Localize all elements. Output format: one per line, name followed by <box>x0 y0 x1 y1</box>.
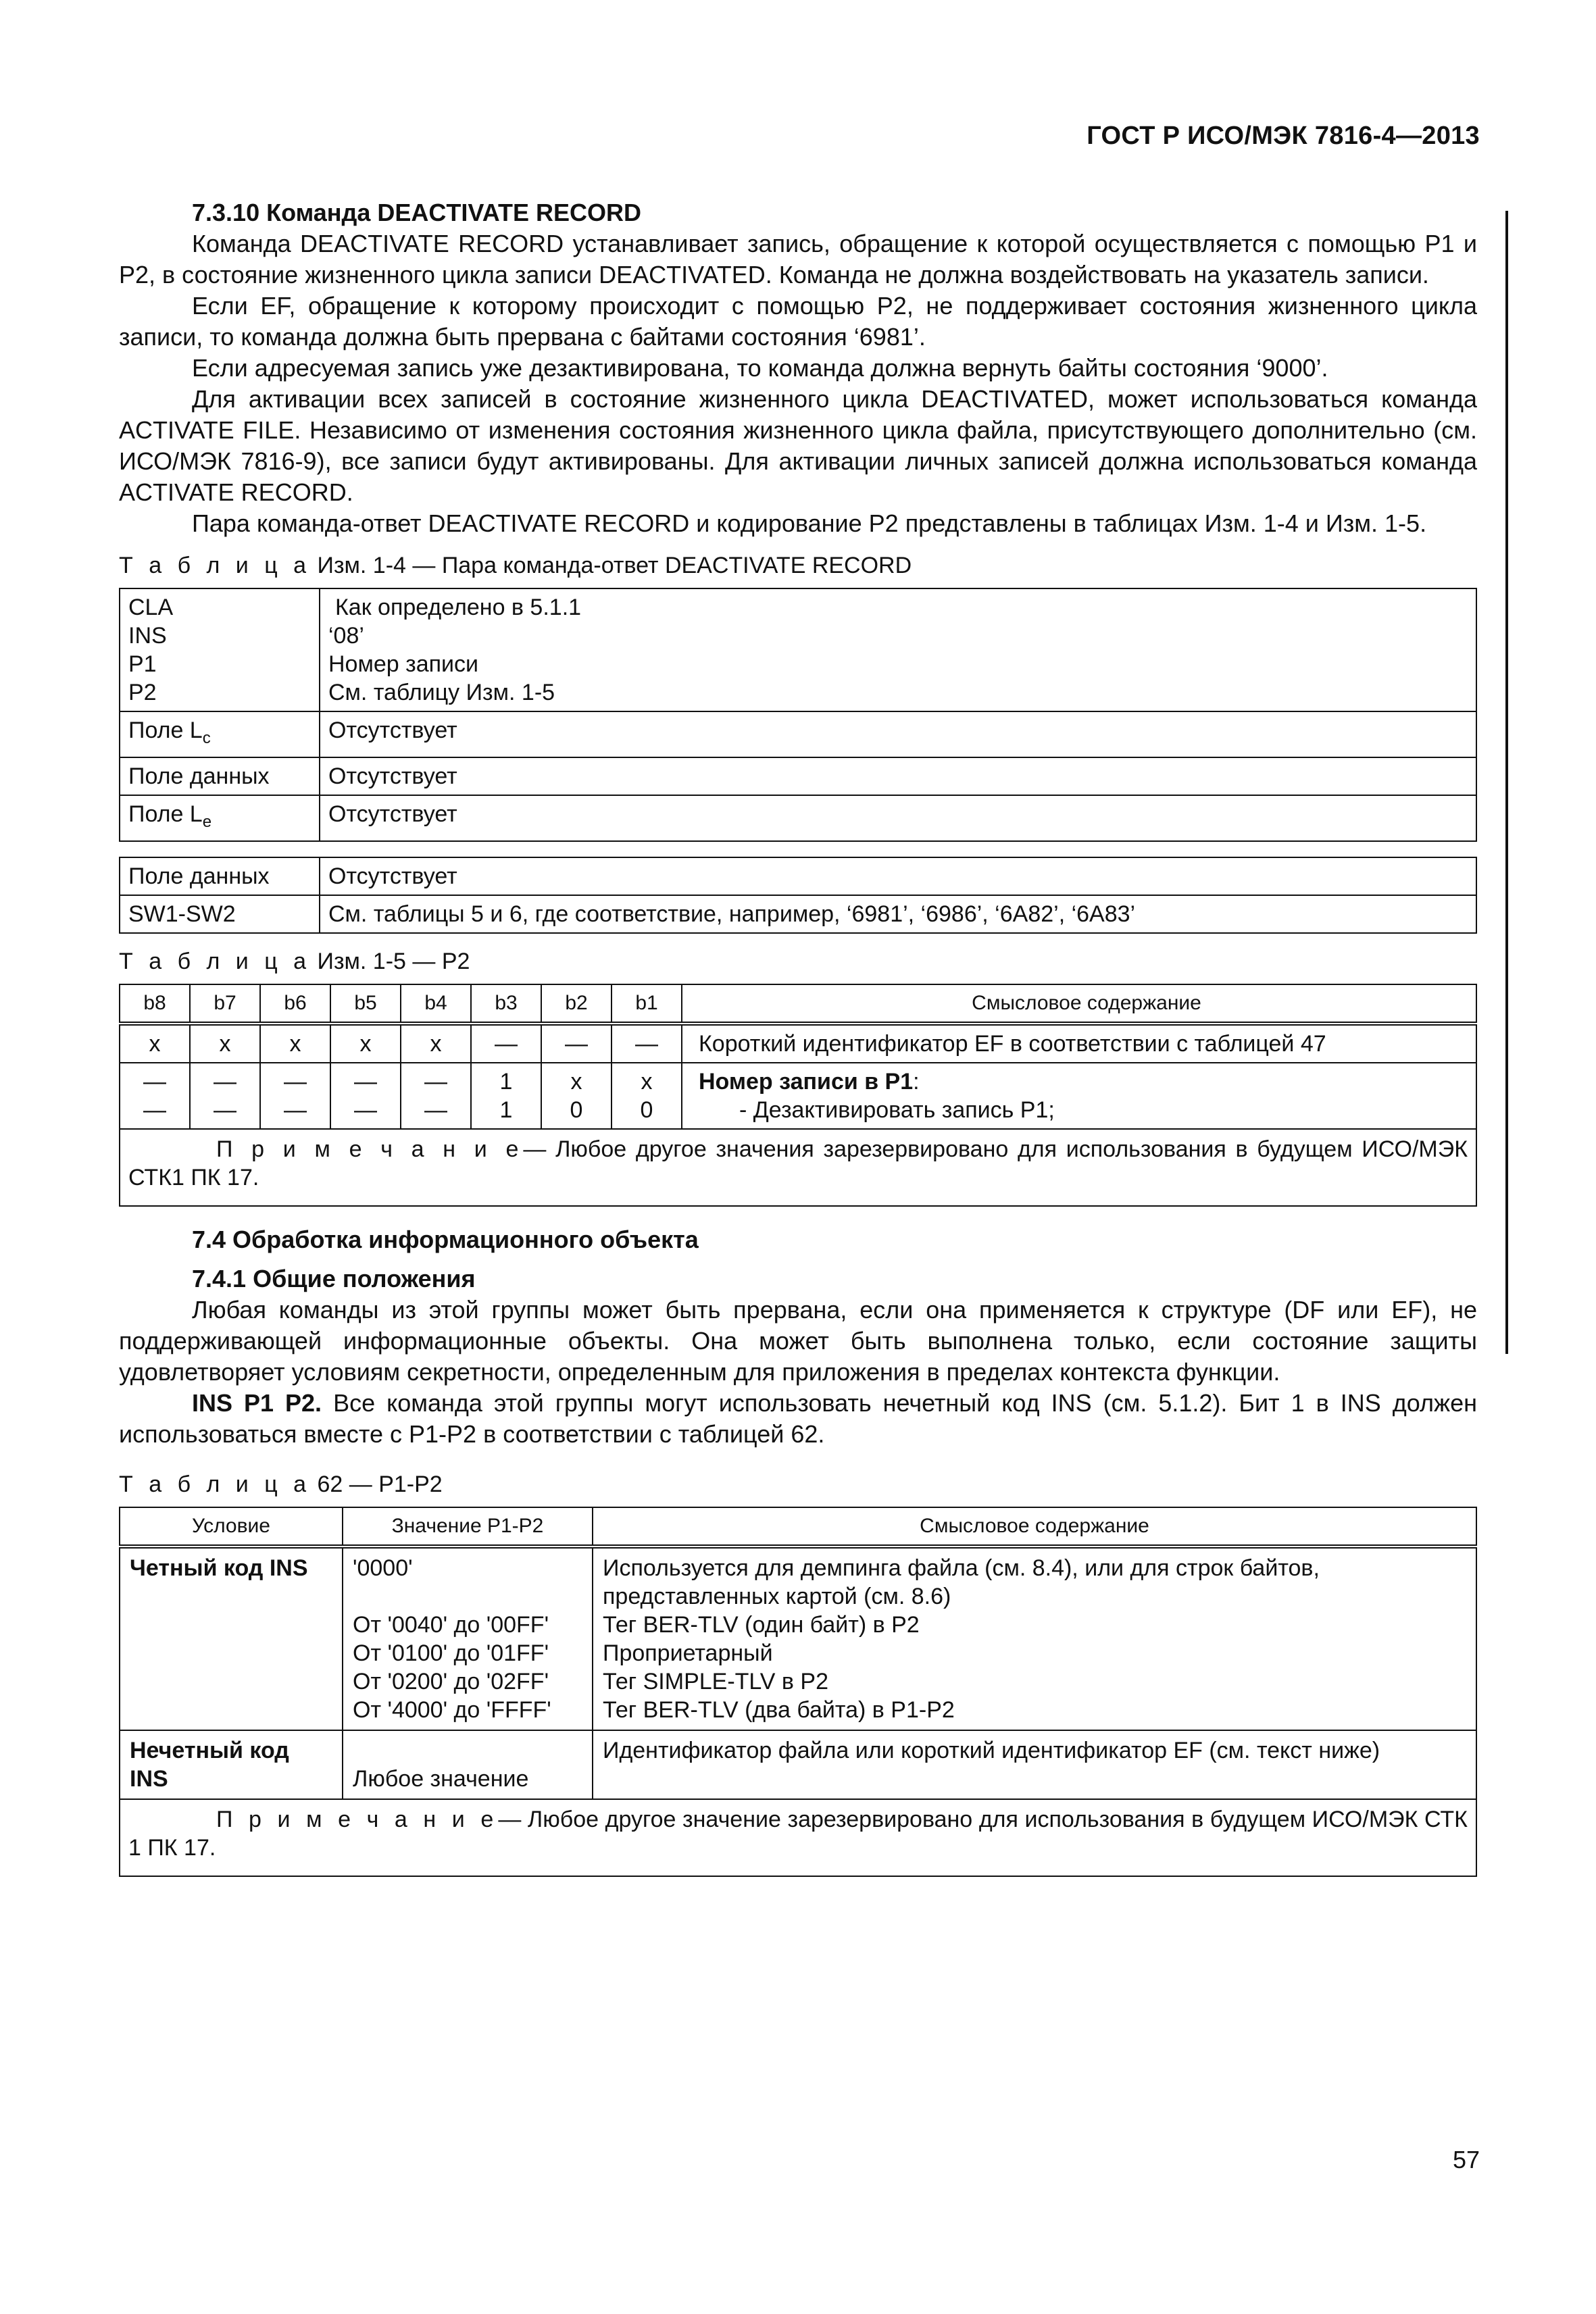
table-row <box>120 1024 1476 1063</box>
field-key: Поле L <box>128 801 203 827</box>
table-note <box>120 1129 1476 1206</box>
table-cell: См. таблицы 5 и 6, где соответствие, например, ‘6981’, ‘6986’, ‘6A82’, ‘6A83’ <box>320 895 1476 933</box>
column-header: b6 <box>260 984 330 1024</box>
paragraph <box>119 1388 1477 1450</box>
bit-value: 0 <box>640 1097 653 1123</box>
condition-cell: Нечетный код INS <box>120 1730 343 1799</box>
paragraph: Пара команда-ответ DEACTIVATE RECORD и кодирование P2 представлены в таблицах Изм. 1-4 и Изм. 1-5. <box>192 509 1427 537</box>
bit-cell: — <box>612 1024 682 1063</box>
table-row <box>120 1546 1476 1730</box>
field-key: INS <box>128 623 167 649</box>
table-cell: Поле данных <box>120 757 320 795</box>
document-header: ГОСТ Р ИСО/МЭК 7816-4—2013 <box>1087 122 1480 150</box>
table-note <box>120 1799 1476 1876</box>
value-line: От '0200' до '02FF' <box>353 1668 549 1694</box>
table-caption-prefix: Т а б л и ц а <box>119 948 311 974</box>
paragraph: Команда DEACTIVATE RECORD устанавливает запись, обращение к которой осуществляется с помощью P1 и P2, в состояние жизненного цикла записи DEACTIVATED. Команда не должна воздействовать на указатель записи. <box>119 230 1477 288</box>
table-cell: Поле данных <box>120 857 320 895</box>
column-header: b3 <box>471 984 541 1024</box>
note-label: П р и м е ч а н и е <box>216 1806 499 1832</box>
column-header: b4 <box>401 984 471 1024</box>
value-line-spacer <box>353 1582 582 1611</box>
condition-cell: Четный код INS <box>120 1546 343 1730</box>
table-header-row <box>120 1507 1476 1546</box>
table-gap <box>119 842 1477 857</box>
page-number: 57 <box>1452 2146 1480 2173</box>
table-cell: Отсутствует <box>320 795 1476 841</box>
table-caption-text: 62 — P1-P2 <box>317 1471 443 1497</box>
meaning-line: Тег BER-TLV (два байта) в P1-P2 <box>603 1696 955 1723</box>
column-header: b5 <box>330 984 401 1024</box>
table-row <box>120 1730 1476 1799</box>
bit-value: — <box>284 1097 307 1123</box>
bit-value: — <box>214 1068 236 1095</box>
field-key: P2 <box>128 680 157 705</box>
column-header: Значение P1-P2 <box>343 1507 593 1546</box>
bit-cell: x <box>260 1024 330 1063</box>
table-note-row <box>120 1799 1476 1876</box>
bit-value: — <box>354 1097 377 1123</box>
meaning-cell: Идентификатор файла или короткий идентификатор EF (см. текст ниже) <box>593 1730 1476 1799</box>
bit-cell: — <box>471 1024 541 1063</box>
section-heading-7-4-1: 7.4.1 Общие положения <box>192 1264 476 1292</box>
bit-cell: x <box>330 1024 401 1063</box>
field-key: Поле L <box>128 718 203 743</box>
bit-cell: x <box>190 1024 260 1063</box>
table-caption-prefix: Т а б л и ц а <box>119 1471 311 1497</box>
value-line: От '0040' до '00FF' <box>353 1611 549 1638</box>
column-header: b2 <box>541 984 612 1024</box>
table-caption <box>119 1469 1477 1500</box>
p2-coding-table <box>119 984 1477 1207</box>
bit-value: — <box>424 1068 447 1095</box>
table-caption-prefix: Т а б л и ц а <box>119 553 311 578</box>
meaning-title-text: Номер записи в P1 <box>699 1068 914 1095</box>
document-body <box>119 197 1477 1877</box>
bit-cell <box>612 1063 682 1129</box>
table-cell <box>320 588 1476 711</box>
paragraph-text: Все команда этой группы могут использовать нечетный код INS (см. 5.1.2). Бит 1 в INS должен использоваться вместе с P1-P2 в соответствии с таблицей 62. <box>119 1388 1477 1448</box>
value-line: От '4000' до 'FFFF' <box>353 1696 551 1723</box>
column-header: b7 <box>190 984 260 1024</box>
table-row <box>120 895 1476 933</box>
paragraph: Для активации всех записей в состояние жизненного цикла DEACTIVATED, может использоваться команда ACTIVATE FILE. Независимо от изменения состояния жизненного цикла файла, присутствующего дополнительно (см. ИСО/МЭК 7816-9), все записи будут активированы. Для активации личных записей должна использоваться команда ACTIVATE RECORD. <box>119 385 1477 506</box>
table-caption <box>119 946 1477 977</box>
bit-cell: x <box>401 1024 471 1063</box>
field-key-subscript: e <box>202 812 212 831</box>
section-heading-7-4: 7.4 Обработка информационного объекта <box>192 1225 699 1253</box>
meaning-cell: Короткий идентификатор EF в соответствии с таблицей 47 <box>682 1024 1476 1063</box>
table-row <box>120 757 1476 795</box>
field-key: P1 <box>128 651 157 677</box>
table-row <box>120 711 1476 757</box>
field-value: Номер записи <box>328 651 478 677</box>
value-cell: Любое значение <box>343 1730 593 1799</box>
table-header-row <box>120 984 1476 1024</box>
bit-cell <box>471 1063 541 1129</box>
table-row <box>120 588 1476 711</box>
p1-p2-table <box>119 1507 1477 1877</box>
bit-cell <box>190 1063 260 1129</box>
paragraph: Если адресуемая запись уже дезактивирована, то команда должна вернуть байты состояния ‘9000’. <box>192 354 1328 382</box>
field-key-subscript: c <box>202 728 211 747</box>
paragraph-lead: INS P1 P2. <box>192 1388 322 1417</box>
note-text: — Любое другое значение зарезервировано для использования в будущем ИСО/МЭК СТК 1 ПК 17. <box>128 1806 1468 1861</box>
table-cell: Отсутствует <box>320 857 1476 895</box>
bit-value: — <box>424 1097 447 1123</box>
bit-value: — <box>354 1068 377 1095</box>
bit-cell: x <box>120 1024 190 1063</box>
column-header: b8 <box>120 984 190 1024</box>
table-cell: Отсутствует <box>320 711 1476 757</box>
field-value: См. таблицу Изм. 1-5 <box>328 680 555 705</box>
bit-value: x <box>641 1068 653 1095</box>
response-table <box>119 857 1477 934</box>
meaning-line: Используется для демпинга файла (см. 8.4), или для строк байтов, представленных картой (см. 8.6) <box>603 1555 1320 1609</box>
column-header: Смысловое содержание <box>682 984 1476 1024</box>
table-caption-text: Изм. 1-5 — P2 <box>317 948 470 974</box>
meaning-title-colon: : <box>913 1068 920 1095</box>
table-row <box>120 795 1476 841</box>
note-text: — Любое другое значения зарезервировано для использования в будущем ИСО/МЭК СТК1 ПК 17. <box>128 1136 1468 1190</box>
table-cell <box>120 795 320 841</box>
field-value: ‘08’ <box>328 623 364 649</box>
bit-value: x <box>570 1068 582 1095</box>
command-response-table <box>119 588 1477 842</box>
bit-cell <box>541 1063 612 1129</box>
meaning-line: Проприетарный <box>603 1640 773 1666</box>
revision-change-bar <box>1505 211 1508 1354</box>
field-value: Как определено в 5.1.1 <box>335 595 582 620</box>
column-header: Условие <box>120 1507 343 1546</box>
meaning-line: Тег SIMPLE-TLV в P2 <box>603 1668 829 1694</box>
note-label: П р и м е ч а н и е <box>216 1136 524 1162</box>
bit-value: — <box>284 1068 307 1095</box>
meaning-cell <box>682 1063 1476 1129</box>
meaning-line: Тег BER-TLV (один байт) в P2 <box>603 1611 920 1638</box>
value-line: '0000' <box>353 1555 413 1581</box>
bit-cell <box>120 1063 190 1129</box>
bit-value: — <box>143 1097 166 1123</box>
meaning-cell <box>593 1546 1476 1730</box>
value-line: От '0100' до '01FF' <box>353 1640 549 1666</box>
table-row <box>120 857 1476 895</box>
table-cell: SW1-SW2 <box>120 895 320 933</box>
paragraph: Если EF, обращение к которому происходит с помощью P2, не поддерживает состояния жизненного цикла записи, то команда должна быть прервана с байтами состояния ‘6981’. <box>119 292 1477 351</box>
value-cell <box>343 1546 593 1730</box>
table-caption <box>119 550 1477 581</box>
table-row <box>120 1063 1476 1129</box>
column-header: Смысловое содержание <box>593 1507 1476 1546</box>
table-caption-text: Изм. 1-4 — Пара команда-ответ DEACTIVATE RECORD <box>317 553 912 578</box>
bit-cell <box>260 1063 330 1129</box>
bit-value: 1 <box>499 1068 513 1095</box>
bit-value: — <box>214 1097 236 1123</box>
table-cell <box>120 588 320 711</box>
field-key: CLA <box>128 595 174 620</box>
bit-value: — <box>143 1068 166 1095</box>
section-heading-7-3-10: 7.3.10 Команда DEACTIVATE RECORD <box>192 199 642 226</box>
table-note-row <box>120 1129 1476 1206</box>
column-header: b1 <box>612 984 682 1024</box>
bit-cell <box>330 1063 401 1129</box>
table-cell <box>120 711 320 757</box>
bit-value: 0 <box>570 1097 583 1123</box>
table-cell: Отсутствует <box>320 757 1476 795</box>
bit-cell <box>401 1063 471 1129</box>
bit-value: 1 <box>499 1097 513 1123</box>
meaning-subitem: - Дезактивировать запись P1; <box>739 1097 1055 1123</box>
bit-cell: — <box>541 1024 612 1063</box>
paragraph: Любая команды из этой группы может быть прервана, если она применяется к структуре (DF или EF), не поддерживающей информационные объекты. Она может быть выполнена только, если состояние защиты удовлетворяет условиям секретности, определенным для приложения в пределах контекста функции. <box>119 1295 1477 1386</box>
meaning-title <box>699 1067 1473 1096</box>
